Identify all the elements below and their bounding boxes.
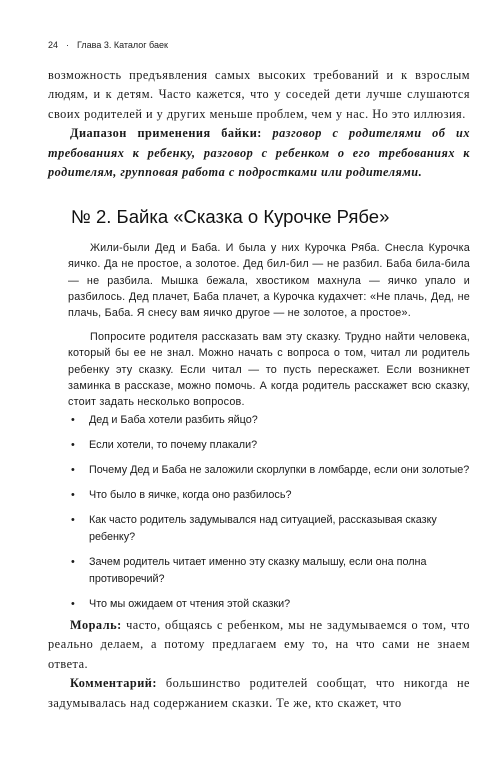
moral-text: часто, общаясь с ребенком, мы не задумываемся о том, что реально делаем, а потому предлагаем ему то, на что сами не знаем ответа. bbox=[48, 618, 471, 671]
list-item bbox=[68, 512, 470, 546]
range-text: разговор с родителями об их требованиях к ребенку, разговор с ребенком о его требованиях к родителям, групповая работа с подростками или родителями. bbox=[48, 126, 471, 180]
story-body bbox=[68, 240, 470, 321]
question-text: Как часто родитель задумывался над ситуацией, рассказывая сказку ребенку? bbox=[89, 514, 437, 543]
question-text: Если хотели, то почему плакали? bbox=[89, 439, 258, 451]
moral-label: Мораль: bbox=[70, 618, 122, 632]
comment-label: Комментарий: bbox=[70, 676, 157, 691]
range-label: Диапазон применения байки: bbox=[70, 126, 262, 141]
tale-paragraph: Жили-были Дед и Баба. И была у них Курочка Ряба. Снесла Курочка яичко. Да не простое, а золотое. Дед бил-бил — не разбил. Баба била-била — не разбила. Мышка бежала, хвостиком махнула — яичко упало и разбилось. Дед плачет, Баба плачет, а Курочка кудахчет: «Не плачь, Дед, не плачь, Баба. Я снесу вам яичко другое — не золотое, а простое». bbox=[68, 242, 470, 320]
comment-text: большинство родителей сообщат, что никогда не задумывалась над содержанием сказки. Те же, кто скажет, что bbox=[48, 676, 470, 710]
list-item bbox=[68, 412, 470, 429]
header-separator: · bbox=[66, 40, 70, 50]
bullet-icon: • bbox=[71, 556, 75, 568]
comment-paragraph bbox=[48, 674, 470, 713]
running-header bbox=[48, 40, 168, 50]
story-title: № 2. Байка «Сказка о Курочке Рябе» bbox=[71, 206, 390, 227]
page-number: 24 bbox=[48, 40, 59, 50]
question-text: Дед и Баба хотели разбить яйцо? bbox=[89, 414, 258, 426]
bullet-icon: • bbox=[71, 489, 75, 501]
question-text: Что было в яичке, когда оно разбилось? bbox=[89, 489, 292, 501]
list-item bbox=[68, 596, 470, 613]
list-item bbox=[68, 554, 470, 588]
range-paragraph bbox=[48, 124, 470, 182]
moral-paragraph bbox=[48, 616, 470, 674]
question-list bbox=[68, 412, 470, 621]
bullet-icon: • bbox=[71, 598, 75, 610]
chapter-title: Глава 3. Каталог баек bbox=[77, 40, 168, 50]
question-text: Что мы ожидаем от чтения этой сказки? bbox=[89, 598, 291, 610]
bullet-icon: • bbox=[71, 414, 75, 426]
intro-paragraph: возможность предъявления самых высоких требований и к взрослым людям, и к детям. Часто кажется, что у соседей дети лучше слушаются своих родителей и у других меньше проблем, чем у нас. Но это иллюзия. bbox=[48, 68, 470, 121]
list-item bbox=[68, 437, 470, 454]
moral-section bbox=[48, 616, 470, 713]
list-item bbox=[68, 462, 470, 479]
list-item bbox=[68, 487, 470, 504]
bullet-icon: • bbox=[71, 514, 75, 526]
instruction-body bbox=[68, 329, 470, 410]
intro-section bbox=[48, 66, 470, 182]
instruction-paragraph: Попросите родителя рассказать вам эту сказку. Трудно найти человека, который бы ее не знал. Можно начать с вопроса о том, читал ли родитель ребенку эту сказку. Если читал — то пусть перескажет. Если возникнет заминка в рассказе, можно помочь. А когда родитель расскажет всю сказку, стоит задать несколько вопросов. bbox=[68, 331, 470, 409]
bullet-icon: • bbox=[71, 439, 75, 451]
question-text: Почему Дед и Баба не заложили скорлупки в ломбарде, если они золотые? bbox=[89, 464, 470, 476]
question-text: Зачем родитель читает именно эту сказку малышу, если она полна противоречий? bbox=[89, 556, 427, 585]
bullet-icon: • bbox=[71, 464, 75, 476]
